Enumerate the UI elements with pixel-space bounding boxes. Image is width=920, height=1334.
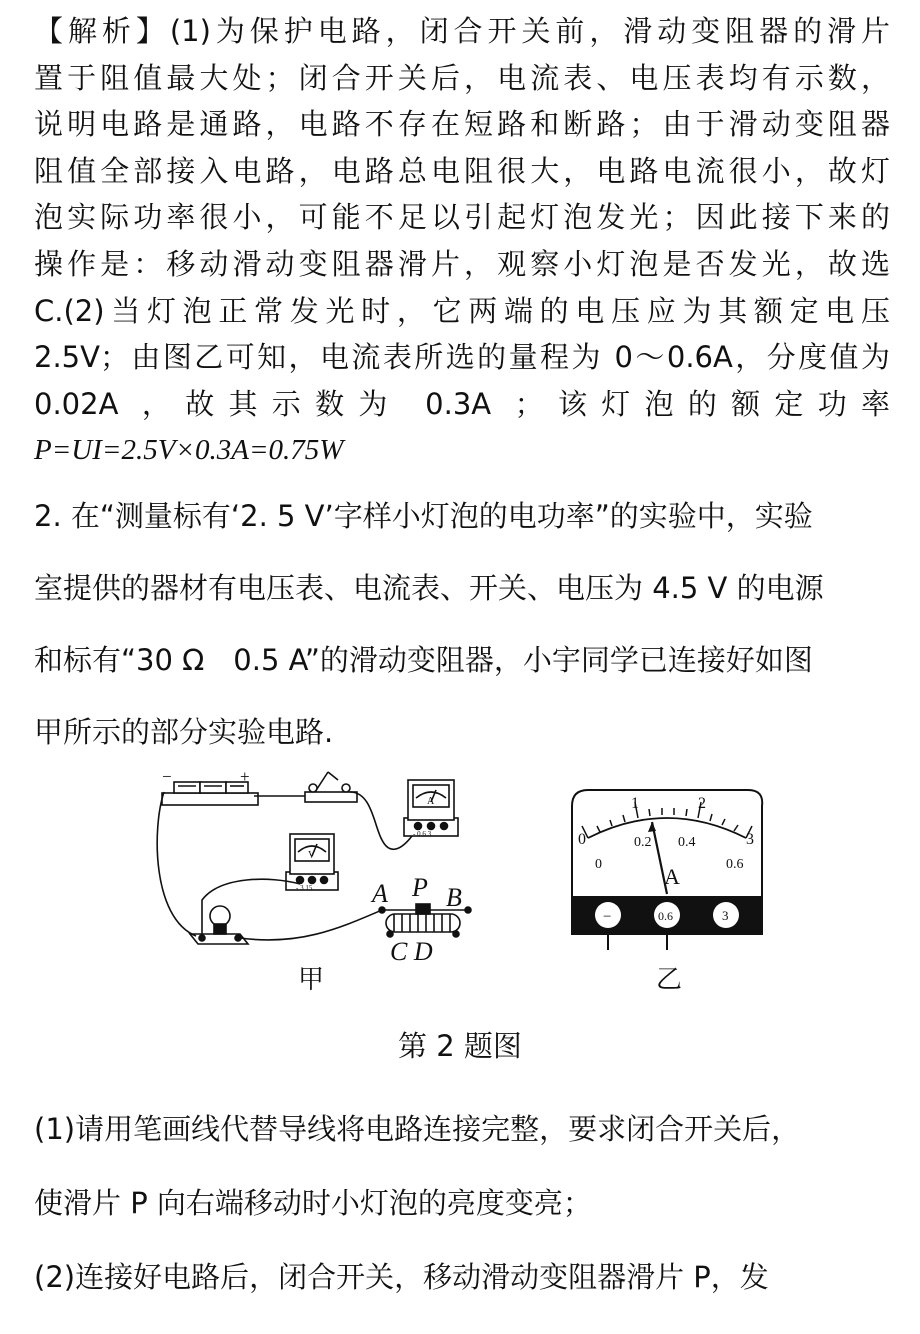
dial-bottom-02: 0.2 <box>634 835 652 850</box>
rheostat-label-cd: C D <box>390 937 433 966</box>
battery-plus-label: + <box>240 768 250 786</box>
ammeter-icon <box>404 780 458 836</box>
figure-label-jia: 甲 <box>298 965 325 995</box>
analysis-line: 泡实际功率很小，可能不足以引起灯泡发光；因此接下来的 <box>34 200 890 235</box>
subquestion-1-line: 使滑片 P 向右端移动时小灯泡的亮度变亮； <box>34 1186 592 1220</box>
rheostat-label-p: P <box>412 873 428 902</box>
question-line: 2. 在“测量标有‘2. 5 V’字样小灯泡的电功率”的实验中，实验 <box>34 499 813 533</box>
ammeter-terminal-labels: - 0.6 3 <box>413 830 432 838</box>
dial-top-3: 3 <box>746 831 754 848</box>
analysis-line: 说明电路是通路，电路不存在短路和断路；由于滑动变阻器 <box>34 107 890 142</box>
subquestion-2-line: (2)连接好电路后，闭合开关，移动滑动变阻器滑片 P，发 <box>34 1260 769 1294</box>
dial-unit-symbol: A <box>664 864 680 889</box>
question-line: 甲所示的部分实验电路. <box>34 715 334 749</box>
subquestions <box>34 1092 890 1314</box>
terminal-minus-label: − <box>603 909 612 925</box>
question-line: 和标有“30 Ω 0.5 A”的滑动变阻器，小宇同学已连接好如图 <box>34 643 813 677</box>
analysis-paragraph <box>34 8 890 474</box>
voltmeter-icon <box>286 834 338 890</box>
question-2-stem <box>34 480 890 768</box>
terminal-3-label: 3 <box>722 908 729 923</box>
analysis-line: 置于阻值最大处；闭合开关后，电流表、电压表均有示数， <box>34 60 890 95</box>
subquestion-1-line: (1)请用笔画线代替导线将电路连接完整，要求闭合开关后， <box>34 1112 801 1146</box>
dial-top-0: 0 <box>578 831 586 848</box>
battery-minus-label: − <box>162 768 172 786</box>
analysis-line: 2.5V；由图乙可知，电流表所选的量程为 0～0.6A，分度值为 <box>34 340 890 375</box>
analysis-line: 阻值全部接入电路，电路总电阻很大，电路电流很小，故灯 <box>34 153 890 188</box>
voltmeter-terminal-labels: - 3 15 <box>296 884 313 892</box>
dial-bottom-06: 0.6 <box>726 857 744 872</box>
rheostat-label-b: B <box>446 883 462 912</box>
power-formula: P=UI=2.5V×0.3A=0.75W <box>34 434 344 467</box>
rheostat-label-a: A <box>372 879 388 908</box>
analysis-line: C.(2)当灯泡正常发光时，它两端的电压应为其额定电压 <box>34 293 890 328</box>
ammeter-symbol: A <box>427 796 435 807</box>
dial-bottom-0: 0 <box>595 857 602 872</box>
dial-top-1: 1 <box>631 795 639 812</box>
figure-label-yi: 乙 <box>656 965 683 995</box>
analysis-line: 0.02A ，故其示数为 0.3A ；该灯泡的额定功率 <box>34 386 890 421</box>
dial-bottom-04: 0.4 <box>678 835 696 850</box>
terminal-06-label: 0.6 <box>658 909 673 923</box>
switch-icon <box>305 772 357 802</box>
voltmeter-symbol: V <box>308 850 316 861</box>
question-line: 室提供的器材有电压表、电流表、开关、电压为 4.5 V 的电源 <box>34 571 824 605</box>
lamp-icon <box>190 906 248 944</box>
circuit-figure <box>150 768 790 1008</box>
analysis-line: 【解析】(1)为保护电路，闭合开关前，滑动变阻器的滑片 <box>34 14 890 48</box>
dial-top-2: 2 <box>698 795 706 812</box>
figure-caption: 第 2 题图 <box>398 1029 522 1063</box>
analysis-line: 操作是：移动滑动变阻器滑片，观察小灯泡是否发光，故选 <box>34 246 890 281</box>
